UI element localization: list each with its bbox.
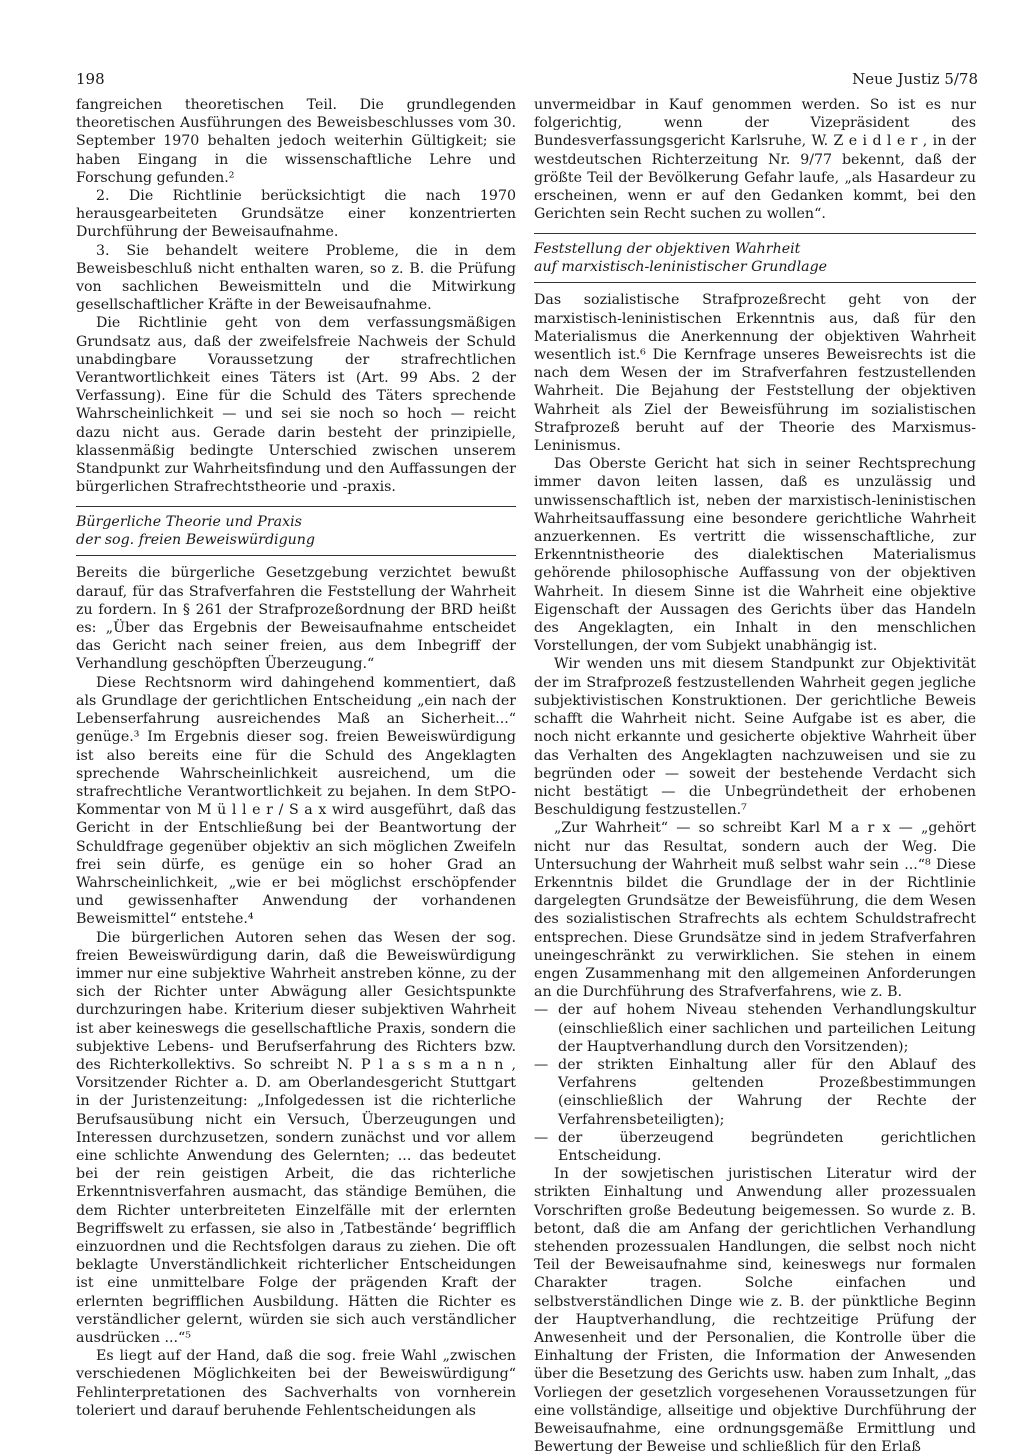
page-header [76, 70, 978, 92]
paragraph: Das Oberste Gericht hat sich in seiner Rechtsprechung immer davon leiten lassen, daß es unzulässig und unwissenschaftlich ist, neben der marxistisch-leninistischen Wahrheitsauffassung eine besondere gerichtliche Wahrheit anzuerkennen. Es vertritt die wissenschaftliche, zur Erkenntnistheorie des dialektischen Materialismus gehörende philosophische Auffassung von der objektiven Wahrheit. In diesem Sinne ist die Wahrheit eine objektive Eigenschaft der Aussagen des Gerichts über das Handeln des Angeklagten, ein Inhalt in den menschlichen Vorstellungen, der vom Subjekt unabhängig ist. [534, 456, 976, 655]
paragraph: fangreichen theoretischen Teil. Die grundlegenden theoretischen Ausführungen des Beweisbeschlusses vom 30. September 1970 behalten jedoch weiterhin Gültigkeit; sie haben Eingang in die wissenschaftliche Lehre und Forschung gefunden.² [76, 97, 516, 186]
paragraph: Diese Rechtsnorm wird dahingehend kommentiert, daß als Grundlage der gerichtlichen Entscheidung „ein nach der Lebenserfahrung ausreichendes Maß an Sicherheit...“ genüge.³ Im Ergebnis dieser sog. freien Beweiswürdigung ist also bereits eine für die Schuld des Angeklagten sprechende Wahrscheinlichkeit ausreichend, um die strafrechtliche Verantwortlichkeit zu bejahen. In dem StPO-Kommentar von M ü l l e r / S a x wird ausgeführt, daß das Gericht in der Entschließung bei der Beantwortung der Schuldfrage gegenüber objektiv an sich möglichen Zweifeln frei sein dürfe, es genüge ein so hoher Grad an Wahrscheinlichkeit, „wie er bei möglichst erschöpfender und gewissenhafter Anwendung der vorhandenen Beweismittel“ entstehe.⁴ [76, 674, 516, 928]
list-item [534, 1129, 976, 1165]
section-heading [76, 506, 516, 556]
paragraph: Das sozialistische Strafprozeßrecht geht von der marxistisch-leninistischen Erkenntnis aus, daß für den Materialismus die Anerkennung der objektiven Wahrheit wesentlich ist.⁶ Die Kernfrage unseres Beweisrechts ist die nach dem Wesen der im Strafverfahren festzustellenden Wahrheit. Die Bejahung der Feststellung der objektiven Wahrheit als Ziel der Beweisführung im sozialistischen Strafprozeß beruht auf der Theorie des Marxismus-Leninismus. [534, 292, 976, 455]
dash-bullet: — [534, 1129, 549, 1146]
journal-reference: Neue Justiz 5/78 [852, 70, 978, 88]
paragraph: 3. Sie behandelt weitere Probleme, die in dem Beweisbeschluß nicht enthalten waren, so z. B. die Prüfung von sachlichen Beweismitteln und die Mitwirkung gesellschaftlicher Kräfte in der Beweisaufnahme. [76, 242, 516, 314]
list-item-text: der auf hohem Niveau stehenden Verhandlungskultur (einschließlich einer sachlichen und parteilichen Leitung der Hauptverhandlung durch den Vorsitzenden); [558, 1002, 976, 1055]
section-heading-line: Feststellung der objektiven Wahrheit [534, 241, 801, 258]
left-column [76, 96, 516, 1420]
right-column [534, 96, 976, 1456]
paragraph: Es liegt auf der Hand, daß die sog. freie Wahl „zwischen verschiedenen Möglichkeiten bei der Beweiswürdigung“ Fehlinterpretationen des Sachverhalts von vornherein toleriert und darauf beruhende Fehlentscheidungen als [76, 1348, 516, 1419]
section-heading [534, 233, 976, 283]
dash-bullet: — [534, 1056, 549, 1073]
list-item-text: der überzeugend begründeten gerichtlichen Entscheidung. [558, 1129, 976, 1164]
paragraph: Die Richtlinie geht von dem verfassungsmäßigen Grundsatz aus, daß der zweifelsfreie Nachweis der Schuld unabdingbare Voraussetzung der strafrechtlichen Verantwortlichkeit eines Täters ist (Art. 99 Abs. 2 der Verfassung). Eine für die Schuld des Täters sprechende Wahrscheinlichkeit — und sei sie noch so hoch — reicht dazu nicht aus. Gerade darin besteht der prinzipielle, klassenmäßig bedingte Unterschied zwischen unserem Standpunkt zur Wahrheitsfindung und den Auffassungen der bürgerlichen Strafrechtstheorie und -praxis. [76, 315, 516, 496]
paragraph: unvermeidbar in Kauf genommen werden. So ist es nur folgerichtig, wenn der Vizepräsident des Bundesverfassungsgericht Karlsruhe, W. Z e i d l e r , in der westdeutschen Richterzeitung Nr. 9/77 bekennt, daß der größte Teil der Bevölkerung Gefahr laufe, „als Hasardeur zu erscheinen, wenn er auf den Gedanken kommt, bei den Gerichten sein Recht suchen zu wollen“. [534, 97, 976, 223]
paragraph: Bereits die bürgerliche Gesetzgebung verzichtet bewußt darauf, für das Strafverfahren die Feststellung der Wahrheit zu fordern. In § 261 der Strafprozeßordnung der BRD heißt es: „Über das Ergebnis der Beweisaufnahme entscheidet das Gericht nach seiner freien, aus dem Inbegriff der Verhandlung geschöpften Überzeugung.“ [76, 565, 516, 673]
section-heading-line: auf marxistisch-leninistischer Grundlage [534, 259, 828, 276]
dash-list [534, 1001, 976, 1165]
list-item [534, 1056, 976, 1129]
paragraph: In der sowjetischen juristischen Literatur wird der strikten Einhaltung und Anwendung aller prozessualen Vorschriften große Bedeutung beigemessen. So wurde z. B. betont, daß die am Anfang der gerichtlichen Verhandlung stehenden prozessualen Handlungen, die selbst noch nicht Teil der Beweisaufnahme sind, keineswegs nur formalen Charakter tragen. Solche einfachen und selbstverständlichen Dinge wie z. B. der pünktliche Beginn der Hauptverhandlung, die rechtzeitige Prüfung der Anwesenheit und der Personalien, die Kontrolle über die Einhaltung der Fristen, die Information der Anwesenden über die Besetzung des Gerichts usw. haben zum Inhalt, „das Vorliegen der gesetzlich vorgesehenen Voraussetzungen für eine vollständige, allseitige und objektive Durchführung der Beweisaufnahme, eine ordnungsgemäße Ermittlung und Bewertung der Beweise und schließlich für den Erlaß [534, 1166, 976, 1456]
section-heading-line: der sog. freien Beweiswürdigung [76, 532, 316, 549]
paragraph: Wir wenden uns mit diesem Standpunkt zur Objektivität der im Strafprozeß festzustellenden Wahrheit gegen jegliche subjektivistischen Konstruktionen. Der gerichtliche Beweis schafft die Wahrheit nicht. Seine Aufgabe ist es aber, die noch nicht erkannte und gesicherte objektive Wahrheit über das Verhalten des Angeklagten nachzuweisen und sie zu begründen oder — soweit der bestehende Verdacht sich nicht bestätigt — die Unbegründetheit der erhobenen Beschuldigung festzustellen.⁷ [534, 656, 976, 819]
paragraph: Die bürgerlichen Autoren sehen das Wesen der sog. freien Beweiswürdigung darin, daß die Beweiswürdigung immer nur eine subjektive Wahrheit anstreben könne, zu der sich der Richter unter Abwägung aller Gesichtspunkte durchzuringen habe. Kriterium dieser subjektiven Wahrheit ist aber keineswegs die gesellschaftliche Praxis, sondern die subjektive Lebens- und Berufserfahrung des Richters bzw. des Richterkollektivs. So schreibt N. P l a s s m a n n , Vorsitzender Richter a. D. am Oberlandesgericht Stuttgart in der Juristenzeitung: „Infolgedessen ist die richterliche Berufsausübung nicht ein Versuch, Überzeugungen und Interessen durchzusetzen, sondern zunächst und vor allem eine schlichte Anwendung des Gelernten; ... das bedeutet bei der rein geistigen Arbeit, die das richterliche Erkenntnisverfahren ausmacht, das ständige Bemühen, die dem Richter unterbreiteten Einzelfälle mit der erlernten Begriffswelt zu erfassen, sie also in ‚Tatbestände‘ begrifflich einzuordnen und die Rechtsfolgen daraus zu ziehen. Die oft beklagte Unverständlichkeit richterlicher Entscheidungen ist eine unmittelbare Folge der prägenden Kraft der erlernten begrifflichen Ausbildung. Hätten die Richter es verständlicher gelernt, würden sie sich auch verständlicher ausdrücken ...“⁵ [76, 929, 516, 1346]
paragraph: „Zur Wahrheit“ — so schreibt Karl M a r x — „gehört nicht nur das Resultat, sondern auch der Weg. Die Untersuchung der Wahrheit muß selbst wahr sein ...“⁸ Diese Erkenntnis bildet die Grundlage der in der Richtlinie dargelegten Grundsätze der Beweisführung, die dem Wesen des sozialistischen Strafrechts als echtem Schuldstrafrecht entsprechen. Diese Grundsätze sind in jedem Strafverfahren uneingeschränkt zu verwirklichen. Sie stehen in einem engen Zusammenhang mit den allgemeinen Anforderungen an die Durchführung des Strafverfahrens, wie z. B. [534, 820, 976, 1001]
list-item [534, 1001, 976, 1056]
paragraph: 2. Die Richtlinie berücksichtigt die nach 1970 herausgearbeiteten Grundsätze einer konzentrierten Durchführung der Beweisaufnahme. [76, 188, 516, 241]
section-heading-line: Bürgerliche Theorie und Praxis [76, 514, 302, 531]
list-item-text: der strikten Einhaltung aller für den Ablauf des Verfahrens geltenden Prozeßbestimmungen (einschließlich der Wahrung der Rechte der Verfahrensbeteiligten); [558, 1056, 976, 1128]
page-number: 198 [76, 70, 105, 88]
dash-bullet: — [534, 1002, 549, 1019]
